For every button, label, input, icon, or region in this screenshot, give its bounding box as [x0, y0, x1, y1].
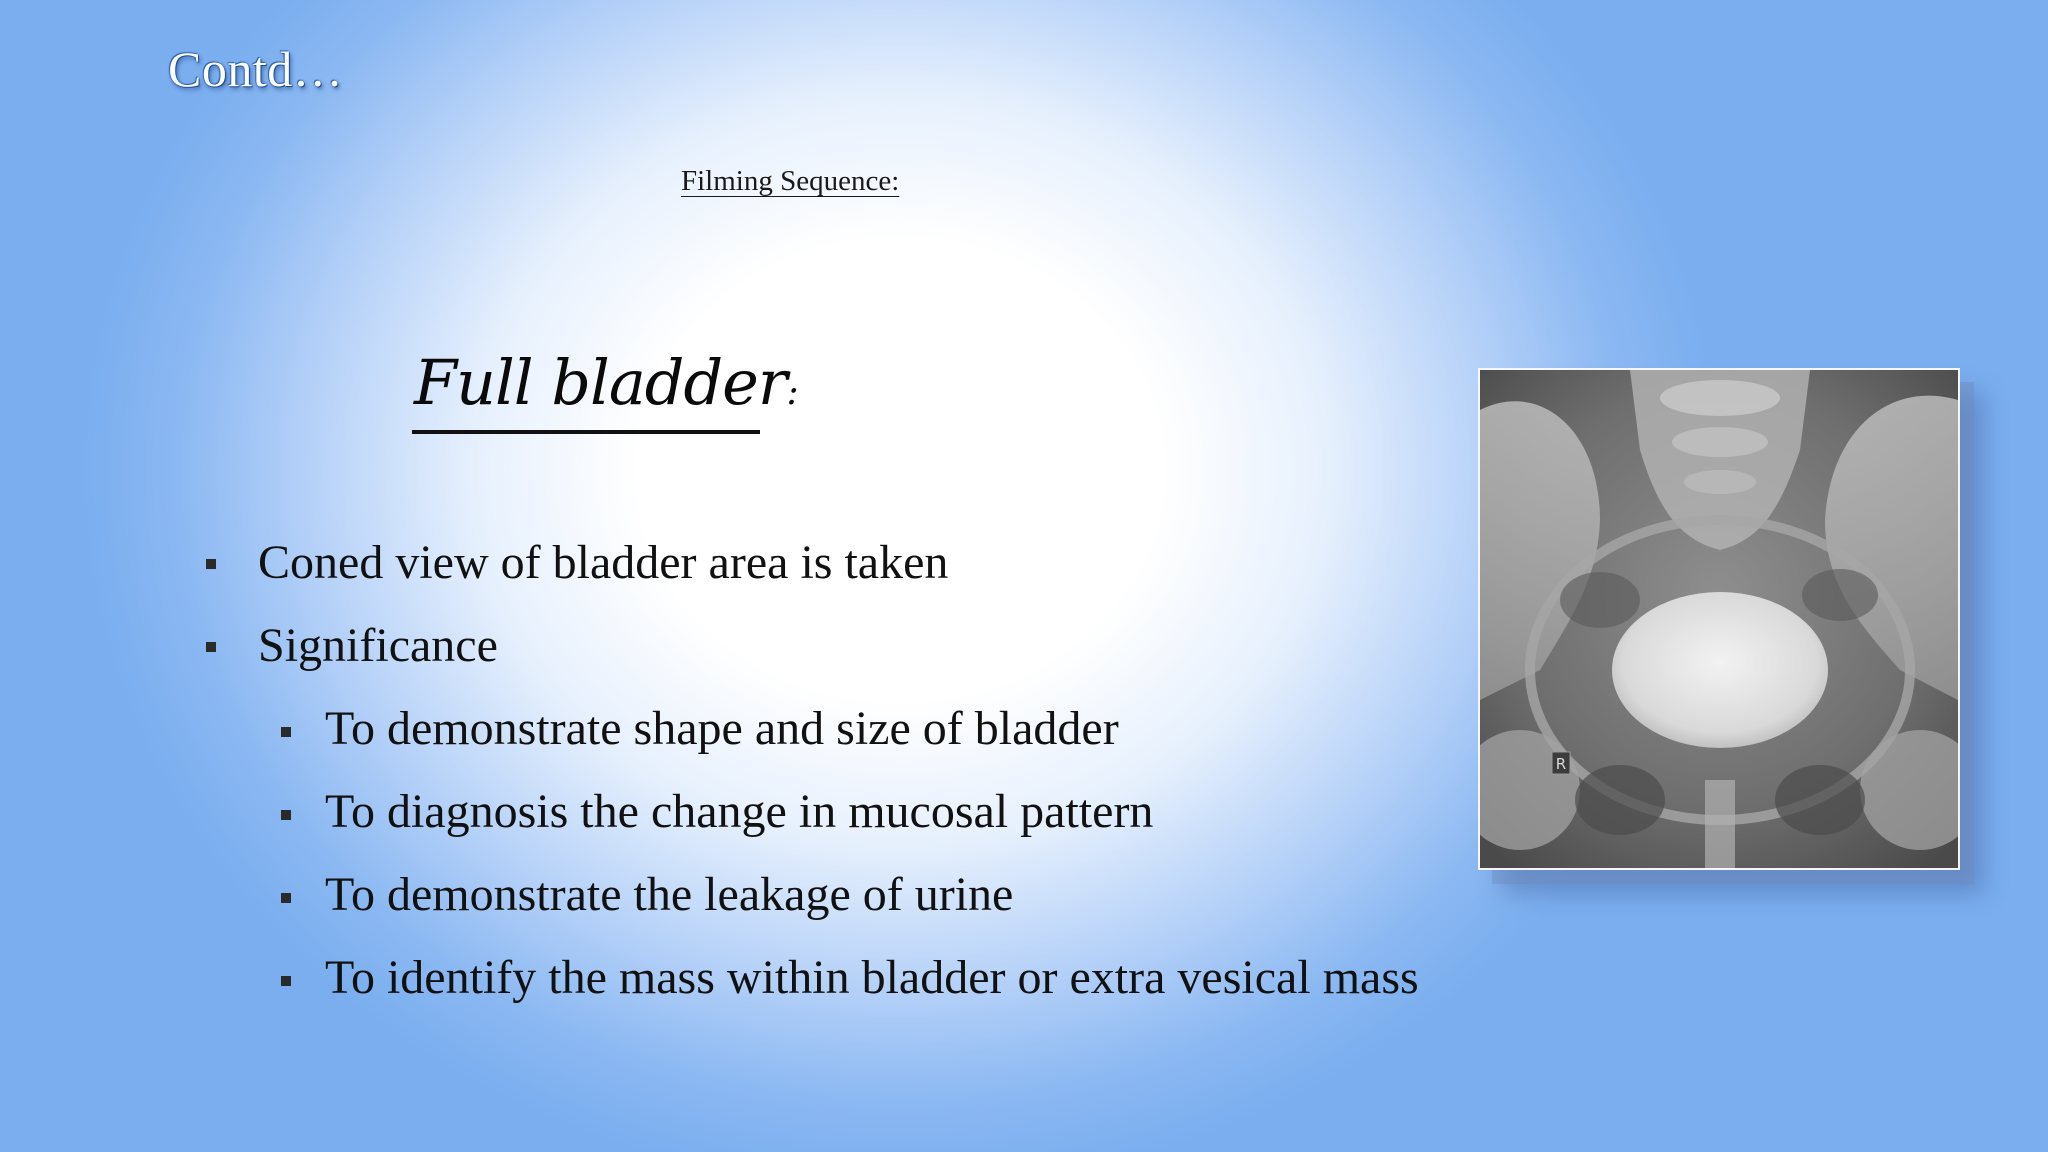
bullet-text: To identify the mass within bladder or extra vesical mass — [325, 951, 1419, 1004]
xray-side-marker: R — [1555, 755, 1567, 773]
xray-image-frame — [1478, 368, 1960, 870]
sub-bullet-item — [325, 702, 1119, 755]
slide-subtitle: Filming Sequence: — [681, 165, 900, 197]
bullet-text: Significance — [258, 619, 498, 672]
section-heading-colon: : — [786, 372, 798, 413]
sub-bullet-item — [325, 868, 1014, 921]
slide-title: Contd… — [168, 41, 344, 97]
bullet-item — [258, 619, 498, 672]
bullet-text: To demonstrate the leakage of urine — [325, 868, 1014, 921]
bullet-text: Coned view of bladder area is taken — [258, 536, 949, 589]
sub-bullet-item — [325, 951, 1419, 1004]
sub-bullet-item — [325, 785, 1154, 838]
square-bullet-icon — [281, 727, 291, 737]
square-bullet-icon — [281, 810, 291, 820]
square-bullet-icon — [281, 893, 291, 903]
bullet-item — [258, 536, 949, 589]
section-heading-underline — [412, 430, 760, 434]
square-bullet-icon — [206, 642, 216, 652]
bullet-text: To demonstrate shape and size of bladder — [325, 702, 1119, 755]
square-bullet-icon — [206, 559, 216, 569]
pelvic-xray-image — [1480, 370, 1958, 868]
section-heading — [414, 346, 798, 419]
square-bullet-icon — [281, 976, 291, 986]
bullet-text: To diagnosis the change in mucosal pattern — [325, 785, 1154, 838]
section-heading-text: Full bladder — [414, 346, 787, 419]
